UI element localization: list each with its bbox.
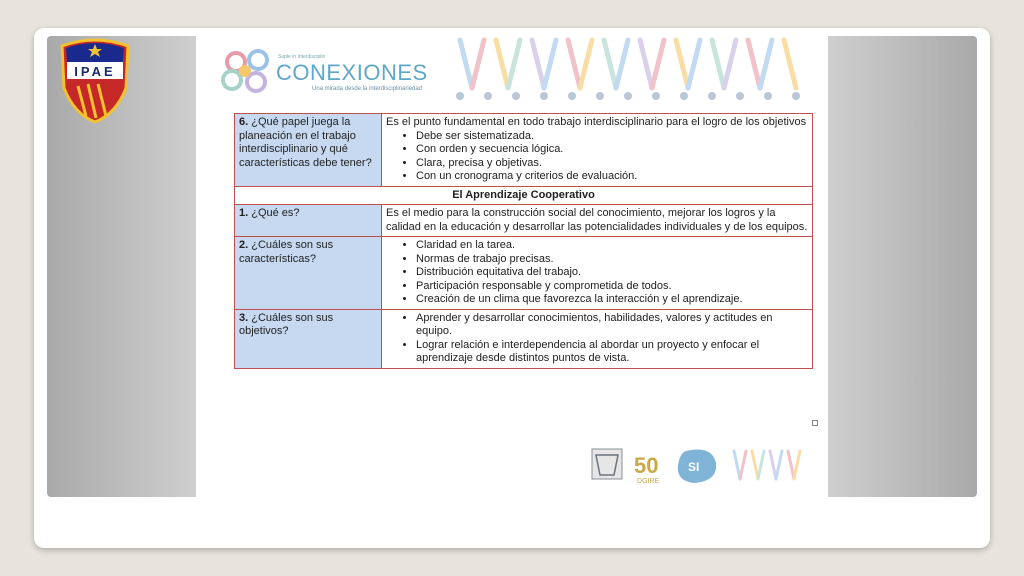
- ipae-shield-logo: [56, 38, 134, 124]
- svg-text:DGIRE: DGIRE: [637, 478, 660, 485]
- unam-crest-icon: [592, 449, 622, 479]
- svg-text:50: 50: [634, 453, 659, 478]
- list-item: • Con orden y secuencia lógica.: [416, 143, 808, 157]
- list-item: • Creación de un clima que favorezca la interacción y el aprendizaje.: [416, 293, 808, 307]
- bullet-list: [386, 239, 808, 307]
- question-cell: [235, 114, 382, 187]
- list-item: • Debe ser sistematizada.: [416, 130, 808, 144]
- list-item: • Aprender y desarrollar conocimientos, habilidades, valores y actitudes en equipo.: [416, 312, 808, 339]
- question-text: ¿Cuáles son sus características?: [239, 239, 334, 265]
- fifty-years-logo: [634, 453, 660, 485]
- table-row: [235, 205, 813, 237]
- decorative-stripes-footer: [734, 451, 800, 479]
- list-item: • Normas de trabajo precisas.: [416, 253, 808, 267]
- question-text: ¿Qué papel juega la planeación en el trabajo interdisciplinario y qué características debe tener?: [239, 116, 372, 169]
- table-row: [235, 114, 813, 187]
- list-item: • Participación responsable y comprometida de todos.: [416, 280, 808, 294]
- question-cell: [235, 205, 382, 237]
- answer-cell: Es el medio para la construcción social del conocimiento, mejorar los logros y la calidad en la educación y desarrollar las potencialidades individuales y de los equipos.: [382, 205, 813, 237]
- table-row: [235, 309, 813, 368]
- section-title: El Aprendizaje Cooperativo: [235, 186, 813, 205]
- table-row: [235, 237, 813, 310]
- question-number: 3.: [239, 311, 249, 324]
- answer-cell: [382, 114, 813, 187]
- list-item: • Con un cronograma y criterios de evaluación.: [416, 170, 808, 184]
- list-item: • Lograr relación e interdependencia al abordar un proyecto y enfocar el aprendizaje desde distintos puntos de vista.: [416, 339, 808, 366]
- brand-title: CONEXIONES: [276, 60, 428, 85]
- answer-cell: [382, 309, 813, 368]
- bullet-list: [386, 130, 808, 184]
- list-item: • Distribución equitativa del trabajo.: [416, 266, 808, 280]
- list-item: • Claridad en la tarea.: [416, 239, 808, 253]
- bullet-list: [386, 312, 808, 366]
- table-resize-handle[interactable]: [812, 420, 818, 426]
- question-text: ¿Qué es?: [248, 207, 300, 219]
- svg-text:SI: SI: [688, 460, 700, 474]
- conexiones-logo-icon: [218, 44, 278, 100]
- question-number: 2.: [239, 239, 249, 251]
- table-row: [235, 186, 813, 205]
- decorative-stripes-header: [450, 36, 810, 104]
- si-unam-logo: [678, 450, 716, 484]
- brand-small-text: Suple in Interdisciplin: [278, 54, 326, 60]
- question-cell: [235, 237, 382, 310]
- footer-logos: [590, 443, 805, 487]
- question-cell: [235, 309, 382, 368]
- question-text: ¿Cuáles son sus objetivos?: [239, 311, 334, 337]
- brand-subtitle: Una mirada desde la interdisciplinariedad: [312, 86, 423, 92]
- list-item: • Clara, precisa y objetivas.: [416, 157, 808, 171]
- question-number: 6.: [239, 116, 249, 128]
- answer-cell: [382, 237, 813, 310]
- answer-intro: Es el punto fundamental en todo trabajo interdisciplinario para el logro de los objetivos: [386, 116, 807, 128]
- question-number: 1.: [239, 207, 249, 219]
- content-table: [234, 113, 813, 369]
- ipae-logo-text: IPAE: [74, 64, 116, 79]
